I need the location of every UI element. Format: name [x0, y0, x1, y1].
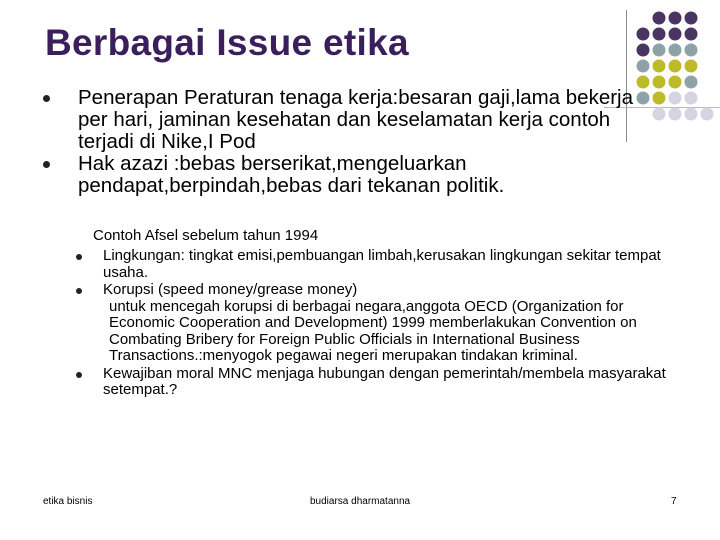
decorative-dot: [685, 108, 698, 121]
sub-bullet-text: Korupsi (speed money/grease money): [103, 281, 358, 298]
sub-bullet-continuation: untuk mencegah korupsi di berbagai negara,anggota OECD (Organization for Economic Cooperation and Development) 1999 memberlakukan Convention on Combating Bribery for Foreign Public Officials in International Business Transactions.:menyogok pegawai negeri merupakan tindakan kriminal.: [109, 297, 637, 364]
decorative-dot: [685, 60, 698, 73]
decorative-dot: [669, 108, 682, 121]
decorative-dot: [669, 60, 682, 73]
sub-bullet-item: [73, 282, 693, 365]
decorative-dot: [653, 76, 666, 89]
sub-bullet-item: [73, 248, 693, 281]
decorative-dot: [685, 76, 698, 89]
bullet-dot-icon: [76, 288, 82, 294]
main-bullet-list: [43, 87, 653, 197]
sub-heading: Contoh Afsel sebelum tahun 1994: [93, 227, 319, 244]
bullet-dot-icon: [43, 161, 50, 168]
bullet-dot-icon: [76, 254, 82, 260]
decorative-dot: [637, 60, 650, 73]
decorative-dot: [653, 12, 666, 25]
decorative-dot: [685, 92, 698, 105]
page-number: 7: [671, 496, 677, 507]
sub-bullet-text: Kewajiban moral MNC menjaga hubungan dengan pemerintah/membela masyarakat setempat.?: [103, 364, 666, 398]
decorative-dot: [669, 92, 682, 105]
sub-bullet-text: Lingkungan: tingkat emisi,pembuangan limbah,kerusakan lingkungan sekitar tempat usaha.: [103, 247, 661, 281]
decorative-dot: [653, 44, 666, 57]
decorative-dot: [685, 12, 698, 25]
decorative-dot: [669, 44, 682, 57]
sub-bullet-list: [73, 248, 693, 400]
decorative-dot: [669, 28, 682, 41]
bullet-item: [43, 87, 653, 153]
decorative-dot: [653, 108, 666, 121]
decorative-dot: [637, 44, 650, 57]
decorative-dot: [653, 92, 666, 105]
footer-left: etika bisnis: [43, 496, 93, 507]
bullet-text: Hak azazi :bebas berserikat,mengeluarkan pendapat,berpindah,bebas dari tekanan politik.: [78, 152, 505, 197]
bullet-dot-icon: [76, 372, 82, 378]
decorative-dot: [653, 28, 666, 41]
sub-bullet-item: [73, 366, 693, 399]
decorative-dot: [685, 28, 698, 41]
bullet-dot-icon: [43, 95, 50, 102]
decorative-dot: [701, 108, 714, 121]
slide-title: Berbagai Issue etika: [45, 22, 409, 63]
bullet-item: [43, 153, 653, 197]
decorative-dot: [669, 12, 682, 25]
decorative-dot: [653, 60, 666, 73]
decorative-dot: [669, 76, 682, 89]
bullet-text: Penerapan Peraturan tenaga kerja:besaran gaji,lama bekerja per hari, jaminan kesehatan dan keselamatan kerja contoh terjadi di Nike,I Pod: [78, 86, 634, 153]
footer-center: budiarsa dharmatanna: [310, 496, 411, 507]
decorative-dot: [637, 28, 650, 41]
decorative-dot: [685, 44, 698, 57]
